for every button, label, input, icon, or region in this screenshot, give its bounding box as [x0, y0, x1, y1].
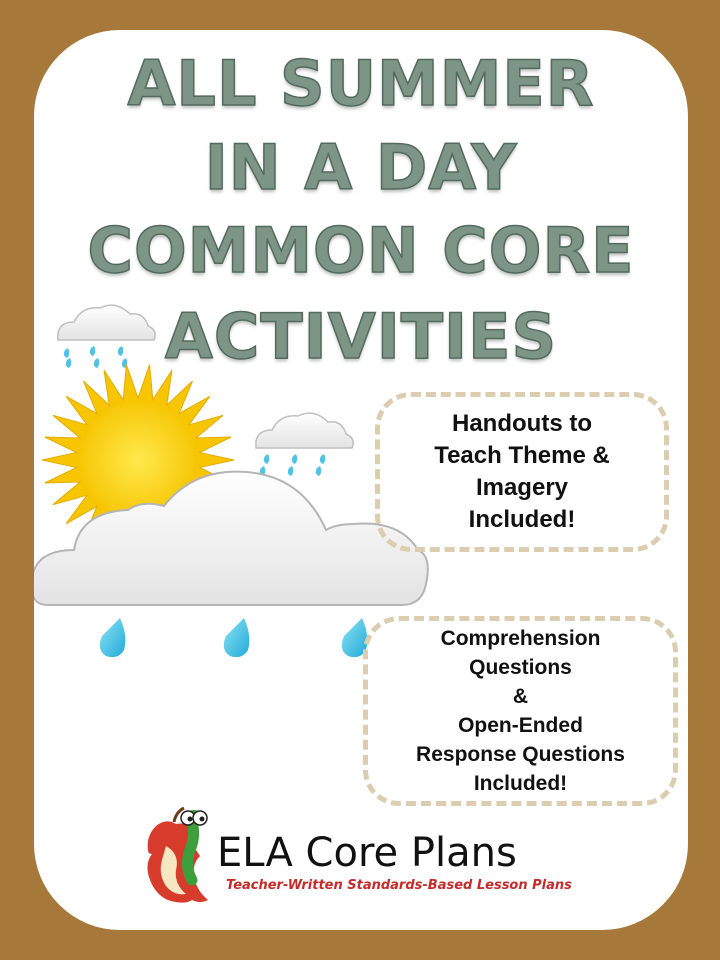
callout-line: Handouts to	[452, 410, 592, 437]
callout-line: Open-Ended	[458, 714, 583, 737]
brand-tagline: Teacher-Written Standards-Based Lesson Plans	[226, 878, 572, 893]
cover-card	[34, 30, 688, 930]
callout-line: Included!	[468, 506, 576, 533]
raindrop-icon	[100, 618, 368, 657]
title-line-3: COMMON CORE	[87, 214, 635, 287]
small-cloud-icon	[256, 413, 353, 476]
callout-line: Questions	[469, 656, 572, 679]
callout-line: Teach Theme &	[434, 442, 610, 469]
handouts-callout	[375, 392, 669, 552]
title-line-2: IN A DAY	[204, 131, 518, 204]
title-line-4: ACTIVITIES	[164, 300, 558, 373]
page-number: 1	[664, 906, 670, 917]
small-cloud-icon	[58, 305, 155, 368]
title-line-1: ALL SUMMER	[127, 47, 595, 120]
questions-callout	[363, 616, 678, 806]
callout-line: Comprehension	[440, 627, 601, 650]
brand-name: ELA Core Plans	[217, 830, 517, 876]
callout-line: Response Questions	[416, 743, 625, 766]
callout-line: Imagery	[475, 474, 569, 501]
callout-line: &	[512, 685, 529, 708]
callout-line: Included!	[473, 772, 568, 795]
